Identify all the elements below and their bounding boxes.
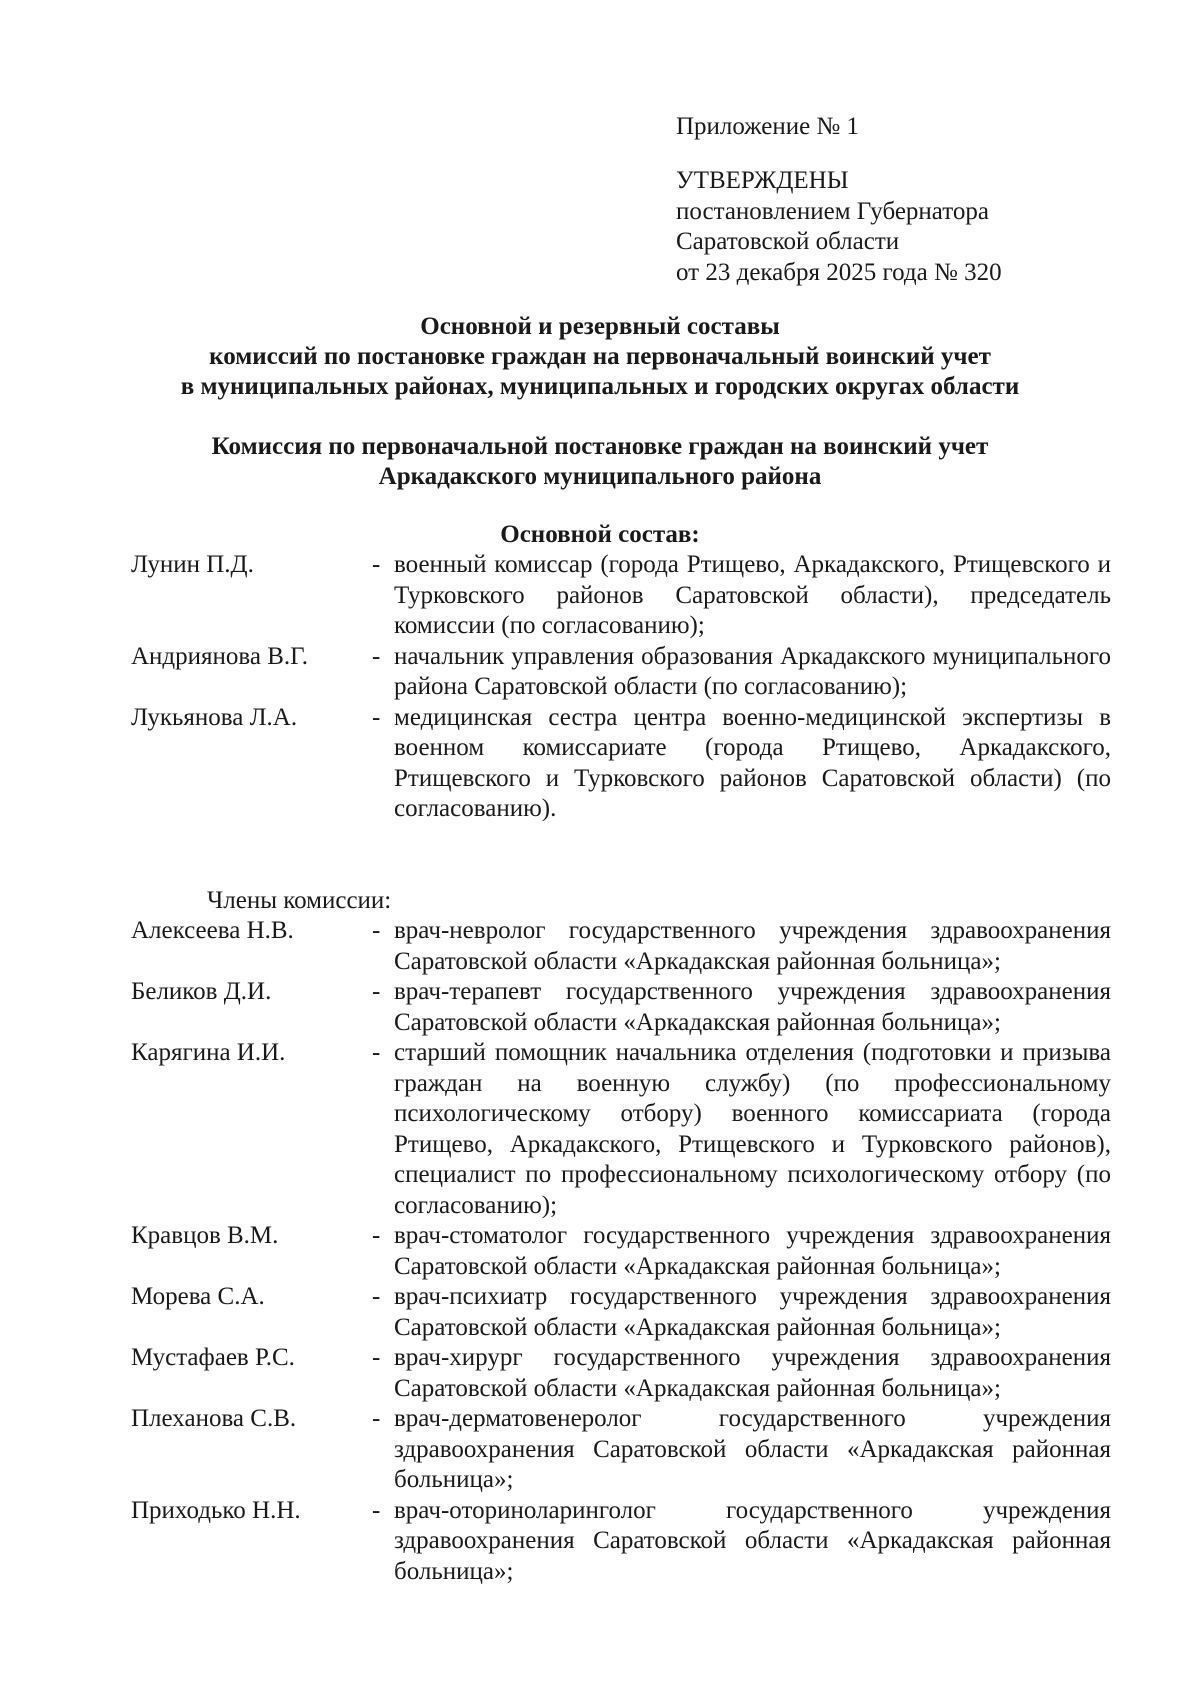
dash: -	[372, 1283, 381, 1310]
member-name: Мустафаев Р.С.	[131, 1344, 295, 1371]
approval-line: постановлением Губернатора	[676, 197, 989, 225]
member-name: Морева С.А.	[131, 1283, 265, 1310]
members-list	[131, 916, 1111, 1587]
document-title	[100, 312, 1100, 402]
member-name: Беликов Д.И.	[131, 978, 272, 1005]
list-item	[131, 550, 1111, 642]
dash: -	[372, 551, 381, 578]
member-position: врач-дерматовенеролог государственного учреждения здравоохранения Саратовской области «Аркадакская районная больница»;	[394, 1405, 1111, 1493]
list-item	[131, 1343, 1111, 1404]
list-item	[131, 642, 1111, 703]
list-item	[131, 703, 1111, 825]
member-name: Алексеева Н.В.	[131, 917, 294, 944]
dash: -	[372, 642, 381, 670]
approval-line: от 23 декабря 2025 года № 320	[676, 258, 1002, 286]
dash: -	[372, 1496, 381, 1524]
list-item	[131, 1038, 1111, 1221]
dash: -	[372, 1405, 381, 1432]
commission-title-line: Комиссия по первоначальной постановке граждан на воинский учет	[211, 433, 989, 460]
member-name: Плеханова С.В.	[131, 1405, 297, 1432]
appendix-label: Приложение № 1	[676, 113, 860, 140]
members-label: Члены комиссии:	[207, 887, 392, 914]
dash: -	[372, 978, 381, 1005]
list-item	[131, 916, 1111, 977]
member-name: Кравцов В.М.	[131, 1222, 279, 1249]
member-position: врач-терапевт государственного учреждения здравоохранения Саратовской области «Аркадакская районная больница»;	[394, 978, 1111, 1036]
list-item	[131, 1221, 1111, 1282]
member-position: врач-невролог государственного учреждения здравоохранения Саратовской области «Аркадакская районная больница»;	[394, 917, 1111, 975]
list-item	[131, 977, 1111, 1038]
approval-line: УТВЕРЖДЕНЫ	[676, 167, 849, 194]
member-position: начальник управления образования Аркадакского муниципального района Саратовской области (по согласованию);	[394, 642, 1111, 700]
member-position: медицинская сестра центра военно-медицинской экспертизы в военном комиссариате (города Ртищево, Аркадакского, Ртищевского и Турковского районов Саратовской области) (по согласованию).	[394, 703, 1111, 822]
dash: -	[372, 703, 381, 731]
list-item	[131, 1404, 1111, 1496]
dash: -	[372, 1039, 381, 1066]
member-name: Андриянова В.Г.	[131, 642, 309, 670]
main-composition-list	[131, 550, 1111, 825]
dash: -	[372, 1222, 381, 1249]
title-line: комиссий по постановке граждан на первоначальный воинский учет	[209, 343, 991, 370]
dash: -	[372, 917, 381, 944]
member-position: врач-психиатр государственного учреждения здравоохранения Саратовской области «Аркадакская районная больница»;	[394, 1283, 1111, 1341]
member-position: врач-оториноларинголог государственного учреждения здравоохранения Саратовской области «Аркадакская районная больница»;	[394, 1496, 1111, 1585]
member-position: врач-хирург государственного учреждения здравоохранения Саратовской области «Аркадакская районная больница»;	[394, 1344, 1111, 1402]
commission-title	[100, 432, 1100, 492]
main-composition-heading: Основной состав:	[500, 521, 700, 548]
approval-line: Саратовской области	[676, 228, 900, 255]
member-name: Приходько Н.Н.	[131, 1496, 301, 1524]
dash: -	[372, 1344, 381, 1371]
title-line: в муниципальных районах, муниципальных и городских округах области	[180, 373, 1020, 400]
member-name: Лунин П.Д.	[131, 551, 254, 578]
list-item	[131, 1282, 1111, 1343]
commission-title-line: Аркадакского муниципального района	[378, 463, 822, 490]
member-position: военный комиссар (города Ртищево, Аркадакского, Ртищевского и Турковского районов Саратовской области), председатель комиссии (по согласованию);	[394, 551, 1111, 639]
title-line: Основной и резервный составы	[420, 313, 780, 340]
approval-block	[676, 166, 1002, 288]
member-name: Карягина И.И.	[131, 1039, 286, 1066]
member-position: старший помощник начальника отделения (подготовки и призыва граждан на военную службу) (по профессиональному психологическому отбору) военного комиссариата (города Ртищево, Аркадакского, Ртищевского и Турковского районов), специалист по профессиональному психологическому отбору (по согласованию);	[394, 1039, 1111, 1219]
member-position: врач-стоматолог государственного учреждения здравоохранения Саратовской области «Аркадакская районная больница»;	[394, 1222, 1111, 1280]
list-item	[131, 1496, 1111, 1588]
member-name: Лукьянова Л.А.	[131, 703, 298, 731]
